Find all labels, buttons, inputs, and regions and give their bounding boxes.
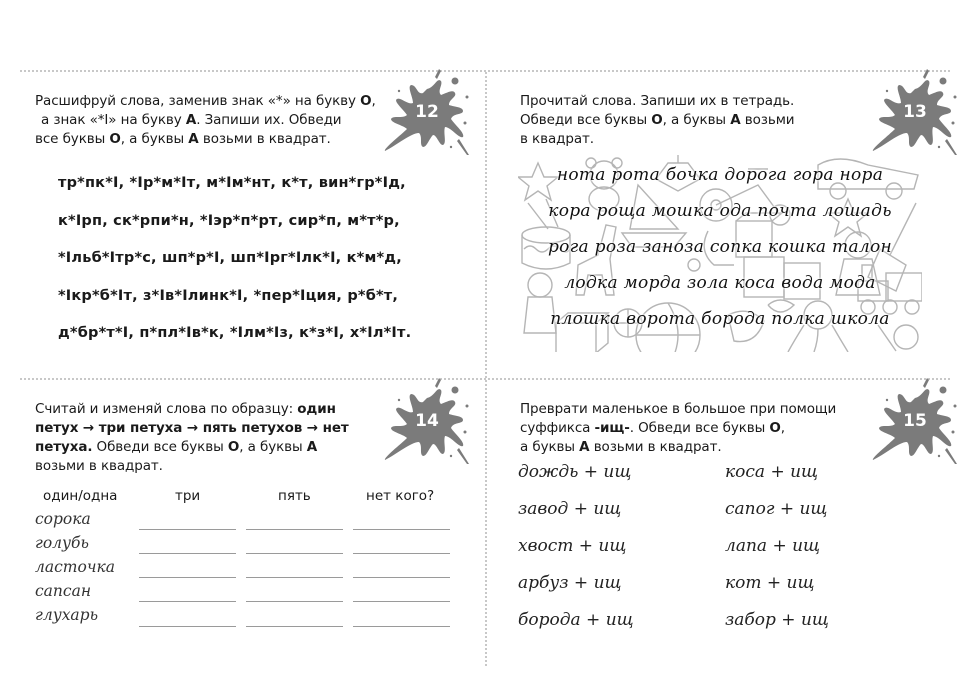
- suffix-item: завод + ищ: [518, 499, 622, 519]
- answer-line[interactable]: [139, 626, 236, 627]
- answer-line[interactable]: [246, 577, 343, 578]
- exercise-12-instruction: Расшифруй слова, заменив знак «*» на букву О, а знак «*I» на букву А. Запиши их. Обведи все буквы О, а буквы А возьми в квадрат.: [35, 93, 376, 147]
- answer-line[interactable]: [353, 626, 450, 627]
- column-header: нет кого?: [366, 488, 435, 504]
- cursive-word-line: нота рота бочка дорога гора нора: [556, 165, 884, 185]
- answer-line[interactable]: [353, 601, 450, 602]
- suffix-item: сапог + ищ: [725, 499, 828, 519]
- suffix-item: кот + ищ: [725, 573, 815, 593]
- exercise-number-badge: [865, 376, 965, 466]
- bird-word: сорока: [35, 510, 91, 528]
- cursive-word-line: плошка ворота борода полка школа: [550, 309, 890, 329]
- exercise-number-badge: [377, 376, 477, 466]
- answer-line[interactable]: [246, 529, 343, 530]
- column-header: один/одна: [43, 488, 118, 504]
- answer-line[interactable]: [353, 553, 450, 554]
- encoded-words: [58, 175, 438, 363]
- answer-line[interactable]: [246, 626, 343, 627]
- encoded-line: д*бр*т*I, п*пл*Iв*к, *Iлм*Iз, к*з*I, х*Iл*Iт.: [58, 325, 412, 341]
- cursive-word-line: лодка морда зола коса вода мода: [564, 273, 876, 293]
- exercise-number: 12: [415, 102, 439, 122]
- suffix-item: борода + ищ: [518, 610, 634, 630]
- bird-word: ласточка: [35, 558, 115, 576]
- encoded-line: к*Iрп, ск*рпи*н, *Iэр*п*рт, сир*п, м*т*р,: [58, 212, 400, 229]
- answer-line[interactable]: [139, 529, 236, 530]
- exercise-number-badge: [377, 67, 477, 157]
- encoded-line: *Iкр*б*Iт, з*Iв*Iлинк*I, *пер*Iция, р*б*т,: [58, 287, 399, 304]
- exercise-13-instruction: Прочитай слова. Запиши их в тетрадь. Обведи все буквы О, а буквы А возьми в квадрат.: [520, 93, 795, 147]
- suffix-item: хвост + ищ: [518, 536, 627, 556]
- answer-line[interactable]: [139, 553, 236, 554]
- cursive-word-lines: [518, 165, 922, 345]
- answer-line[interactable]: [246, 601, 343, 602]
- suffix-item: коса + ищ: [725, 462, 819, 482]
- bird-word: сапсан: [35, 582, 92, 600]
- suffix-item: лапа + ищ: [725, 536, 821, 556]
- exercise-14-instruction: Считай и изменяй слова по образцу: один петух → три петуха → пять петухов → нет петуха. Обведи все буквы О, а буквы А возьми в квадрат.: [35, 401, 349, 474]
- answer-line[interactable]: [139, 601, 236, 602]
- cursive-word-line: кора роща мошка ода почта лошадь: [548, 201, 892, 221]
- exercise-number: 15: [903, 411, 927, 431]
- answer-line[interactable]: [353, 577, 450, 578]
- answer-line[interactable]: [139, 577, 236, 578]
- suffix-item: арбуз + ищ: [518, 573, 622, 593]
- suffix-item: дождь + ищ: [518, 462, 632, 482]
- answer-line[interactable]: [353, 529, 450, 530]
- bird-word: голубь: [35, 534, 89, 552]
- cursive-word-line: рога роза заноза сопка кошка талон: [547, 237, 893, 257]
- exercise-number: 13: [903, 102, 927, 122]
- bird-word: глухарь: [35, 606, 99, 624]
- exercise-number-badge: [865, 67, 965, 157]
- suffix-item: забор + ищ: [725, 610, 829, 630]
- divider-vertical: [485, 72, 487, 666]
- exercise-15-instruction: Преврати маленькое в большое при помощи суффикса -ищ-. Обведи все буквы О, а буквы А возьми в квадрат.: [520, 401, 837, 455]
- column-header: пять: [278, 488, 311, 504]
- encoded-line: тр*пк*I, *Iр*м*Iт, м*Iм*нт, к*т, вин*гр*Iд,: [58, 175, 406, 191]
- answer-line[interactable]: [246, 553, 343, 554]
- toys-illustration: [518, 155, 922, 352]
- column-header: три: [175, 488, 201, 504]
- exercise-number: 14: [415, 411, 439, 431]
- encoded-line: *Iльб*Iтр*с, шп*р*I, шп*Iрг*Iлк*I, к*м*д,: [58, 250, 402, 266]
